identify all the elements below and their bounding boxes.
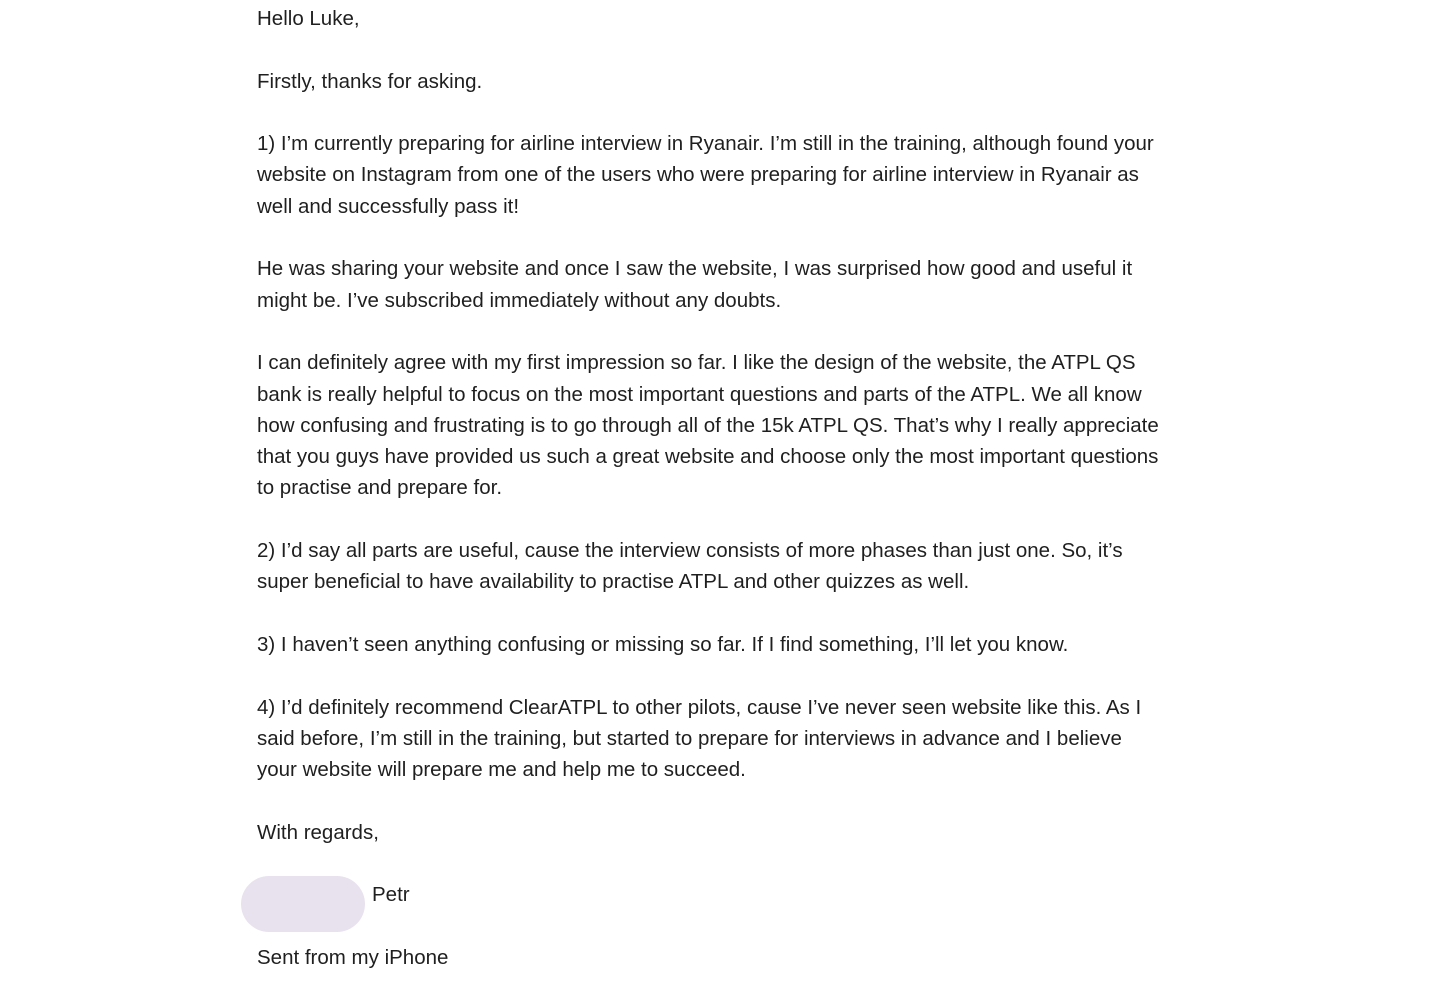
email-footer: Sent from my iPhone	[257, 945, 449, 969]
email-paragraph-first-impression: I can definitely agree with my first impression so far. I like the design of the website, the ATPL QS bank is really helpful to focus on the most important questions and parts of the ATPL. We all know how confusing and frustrating is to go through all of the 15k ATPL QS. That’s why I really appreciate that you guys have provided us such a great website and choose only the most important questions to practise and prepare for.	[257, 351, 1159, 500]
email-paragraph-website-discovery: He was sharing your website and once I saw the website, I was surprised how good and useful it might be. I’ve subscribed immediately without any doubts.	[257, 257, 1133, 312]
email-paragraph-answer-2: 2) I’d say all parts are useful, cause the interview consists of more phases than just one. So, it’s super beneficial to have availability to practise ATPL and other quizzes as well.	[257, 539, 1123, 594]
redaction-mask	[241, 876, 365, 932]
email-paragraph-answer-3: 3) I haven’t seen anything confusing or missing so far. If I find something, I’ll let you know.	[257, 632, 1069, 656]
email-paragraph-answer-1: 1) I’m currently preparing for airline interview in Ryanair. I’m still in the training, although found your website on Instagram from one of the users who were preparing for airline interview in Ryanair as well and successfully pass it!	[257, 132, 1154, 218]
email-greeting: Hello Luke,	[257, 7, 360, 30]
email-paragraph-intro: Firstly, thanks for asking.	[257, 69, 483, 93]
email-body	[257, 3, 1167, 973]
email-paragraph-answer-4: 4) I’d definitely recommend ClearATPL to other pilots, cause I’ve never seen website like this. As I said before, I’m still in the training, but started to prepare for interviews in advance and I believe your website will prepare me and help me to succeed.	[257, 695, 1142, 782]
email-closing: With regards,	[257, 820, 379, 844]
email-signature	[257, 879, 1167, 910]
signature-name: Petr	[372, 883, 410, 907]
